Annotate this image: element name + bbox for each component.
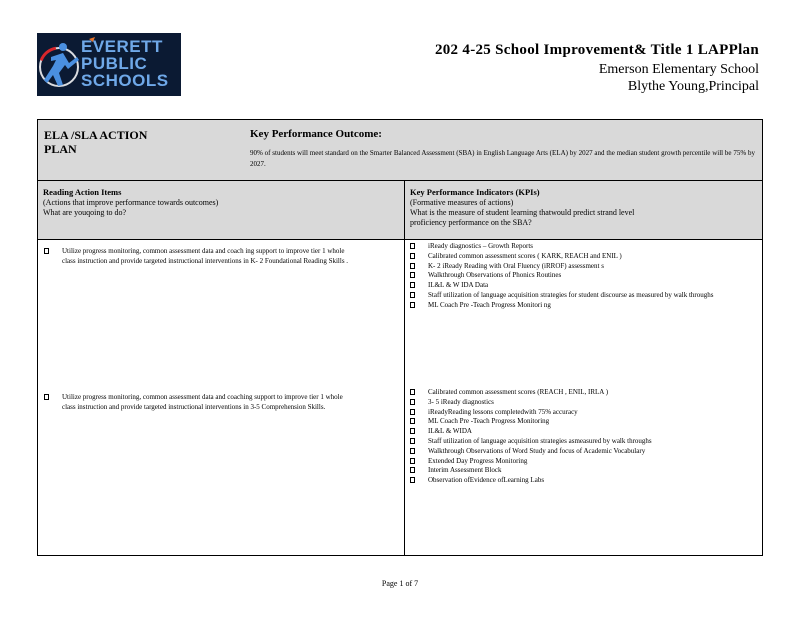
kpi-text: Interim Assessment Block: [428, 466, 502, 475]
checkbox-bullet-icon: [410, 272, 415, 278]
logo-line-1: EVERETT: [81, 37, 163, 56]
checkbox-bullet-icon: [410, 448, 415, 454]
list-item: [410, 398, 738, 408]
list-item: [410, 281, 738, 291]
checkbox-bullet-icon: [410, 253, 415, 259]
kpi-text: IL&L & WIDA: [428, 427, 472, 436]
list-item: [410, 271, 738, 281]
kpi-text: Staff utilization of language acquisition strategies for student discourse as measured by walk throughs: [428, 290, 714, 299]
action-item-text: Utilize progress monitoring, common assessment data and coach ing support to improve tier 1 whole class instruction and provide targeted instructional interventions in K- 2 Foundational Reading Skills .: [62, 247, 349, 265]
list-item: [410, 408, 738, 418]
logo-line-2: PUBLIC: [81, 54, 148, 73]
list-item: [410, 447, 738, 457]
kpi-text: Calibrated common assessment scores (REACH , ENIL, IRLA ): [428, 388, 609, 396]
list-item: [410, 242, 738, 252]
kpi-text: Extended Day Progress Monitoring: [428, 456, 528, 465]
checkbox-bullet-icon: [410, 409, 415, 415]
list-item: [44, 247, 356, 267]
key-performance-outcome-title: Key Performance Outcome:: [250, 128, 382, 140]
action-item-text: Utilize progress monitoring, common assessment data and coaching support to improve tier 1 whole class instruction and provide targeted instructional interventions in 3-5 Comprehension Skills.: [62, 393, 343, 411]
plan-title-line-1: ELA /SLA ACTION: [44, 128, 148, 142]
list-item: [410, 262, 738, 272]
list-item: [410, 457, 738, 467]
document-title: 202 4-25 School Improvement& Title 1 LAPPlan: [434, 42, 759, 58]
list-item: [410, 437, 738, 447]
plan-header-row: [38, 120, 762, 181]
action-item-block-1: [44, 247, 356, 267]
checkbox-bullet-icon: [410, 282, 415, 288]
list-item: [410, 417, 738, 427]
kpi-title: Key Performance Indicators (KPIs): [410, 187, 540, 197]
checkbox-bullet-icon: [410, 243, 415, 249]
plan-title: [44, 128, 147, 156]
kpi-subtitle-1: (Formative measures of actions): [410, 198, 514, 207]
kpi-header: [410, 187, 730, 228]
logo-line-3: SCHOOLS: [81, 71, 169, 90]
plan-title-line-2: PLAN: [44, 142, 77, 156]
column-header-row: [38, 181, 762, 240]
kpi-subtitle-3: proficiency performance on the SBA?: [410, 218, 532, 227]
checkbox-bullet-icon: [410, 399, 415, 405]
checkbox-bullet-icon: [410, 467, 415, 473]
principal-name: Blythe Young,Principal: [627, 79, 759, 94]
checkbox-bullet-icon: [410, 477, 415, 483]
list-item: [410, 466, 738, 476]
kpi-text: K- 2 iReady Reading with Oral Fluency (iRROF) assessment s: [428, 261, 604, 270]
action-items-header: [43, 187, 373, 218]
list-item: [44, 393, 356, 413]
checkbox-bullet-icon: [410, 389, 415, 395]
kpi-text: ML Coach Pre -Teach Progress Monitori ng: [428, 300, 551, 309]
list-item: [410, 291, 738, 301]
kpi-text: 3- 5 iReady diagnostics: [428, 397, 494, 406]
checkbox-bullet-icon: [44, 248, 49, 254]
kpi-text: Calibrated common assessment scores ( KARK, REACH and ENIL ): [428, 251, 622, 260]
action-plan-table: [37, 119, 763, 556]
kpi-text: iReady diagnostics – Growth Reports: [428, 242, 533, 250]
checkbox-bullet-icon: [410, 292, 415, 298]
list-item: [410, 427, 738, 437]
district-logo: [37, 33, 181, 96]
kpi-text: Observation ofEvidence ofLearning Labs: [428, 476, 545, 485]
column-divider: [404, 181, 405, 556]
kpi-text: IL&L & W IDA Data: [428, 281, 489, 290]
kpi-text: ML Coach Pre -Teach Progress Monitoring: [428, 417, 550, 426]
kpi-subtitle-2: What is the measure of student learning thatwould predict strand level: [410, 208, 635, 217]
action-items-subtitle-2: What are youqoing to do?: [43, 208, 127, 217]
checkbox-bullet-icon: [410, 428, 415, 434]
checkbox-bullet-icon: [410, 438, 415, 444]
checkbox-bullet-icon: [410, 302, 415, 308]
list-item: [410, 388, 738, 398]
checkbox-bullet-icon: [410, 458, 415, 464]
action-item-block-2: [44, 393, 356, 413]
kpi-text: Walkthrough Observations of Phonics Routines: [428, 271, 562, 280]
school-name: Emerson Elementary School: [598, 62, 759, 77]
checkbox-bullet-icon: [44, 394, 49, 400]
kpi-text: Staff utilization of language acquisition strategies asmeasured by walk throughs: [428, 436, 652, 445]
checkbox-bullet-icon: [410, 418, 415, 424]
kpi-text: iReadyReading lessons completedwith 75% accuracy: [428, 407, 578, 416]
kpi-text: Walkthrough Observations of Word Study and focus of Academic Vocabulary: [428, 446, 646, 455]
page-number: Page 1 of 7: [381, 579, 419, 588]
key-performance-outcome-text: 90% of students will meet standard on the Smarter Balanced Assessment (SBA) in English Language Arts (ELA) by 2027 and the median student growth percentile will be 75% by 2027.: [250, 149, 755, 168]
action-items-subtitle-1: (Actions that improve performance towards outcomes): [43, 198, 219, 207]
kpi-list-1: [410, 242, 738, 311]
logo-wordmark: [81, 38, 169, 89]
list-item: [410, 252, 738, 262]
checkbox-bullet-icon: [410, 263, 415, 269]
list-item: [410, 476, 738, 486]
action-items-title: Reading Action Items: [43, 187, 122, 197]
list-item: [410, 301, 738, 311]
kpi-list-2: [410, 388, 738, 486]
